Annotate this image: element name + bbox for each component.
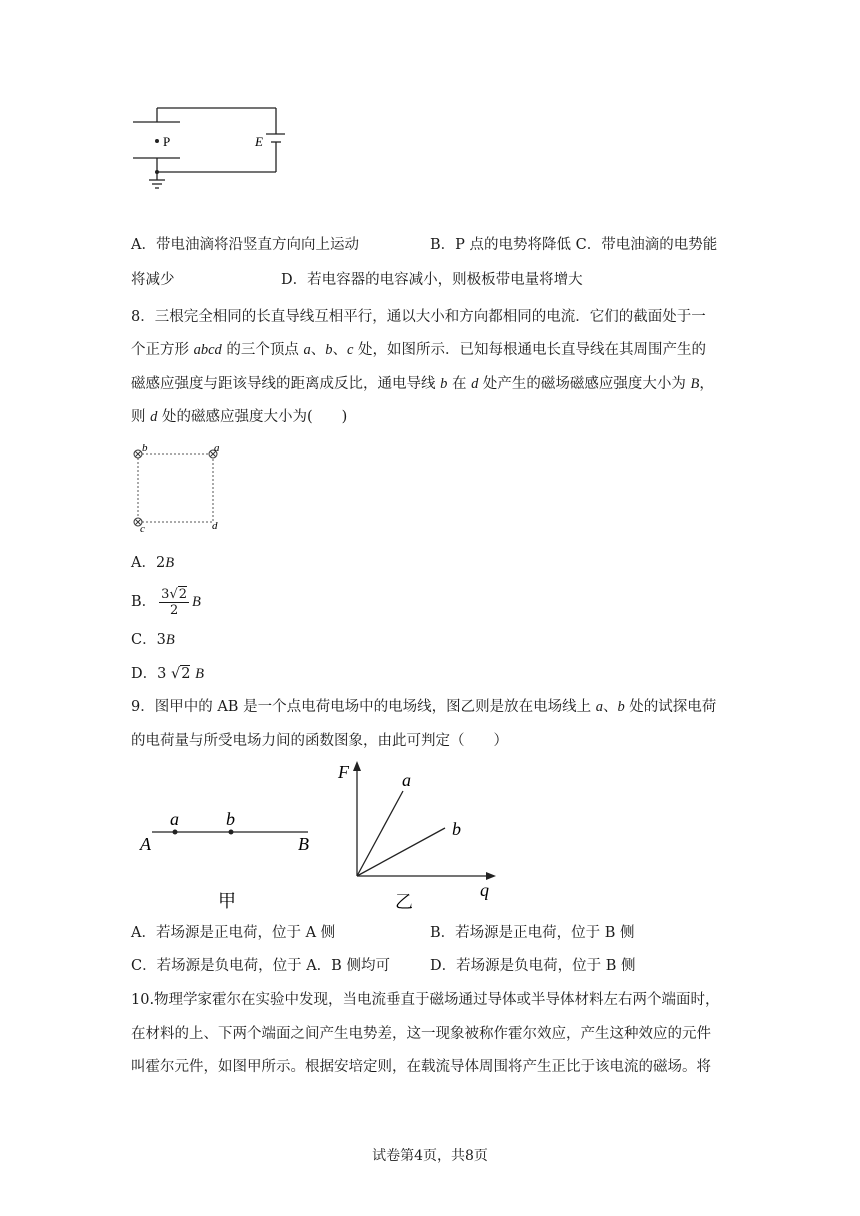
q8-line-3: 磁感应强度与距该导线的距离成反比，通电导线 b 在 d 处产生的磁场磁感应强度大小为 B， [131, 376, 714, 392]
caption-jia: 甲 [218, 891, 236, 911]
q8-option-c: C．3B [131, 632, 175, 648]
vertex-d-label: d [212, 520, 218, 532]
point-B-label: B [298, 834, 309, 854]
q8-line-1: 8．三根完全相同的长直导线互相平行，通以大小和方向都相同的电流．它们的截面处于一 [131, 309, 706, 325]
page-footer: 试卷第4页，共8页 [372, 1148, 488, 1164]
q9-option-d: D．若场源是负电荷，位于 B 侧 [430, 958, 636, 974]
axis-F-label: F [338, 762, 349, 782]
q7-option-b-c: B．P 点的电势将降低 C．带电油滴的电势能 [430, 237, 718, 253]
q9-option-c: C．若场源是负电荷，位于 A．B 侧均可 [131, 958, 390, 974]
caption-yi: 乙 [395, 892, 413, 912]
q7-option-c-cont: 将减少 [131, 272, 175, 288]
q9-option-a: A．若场源是正电荷，位于 A 侧 [131, 925, 336, 941]
vertex-c-label: c [140, 523, 145, 532]
point-A-label: A [140, 834, 151, 854]
field-line-figure [130, 805, 325, 915]
vertex-a-label: a [214, 442, 220, 454]
q10-line-2: 在材料的上、下两个端面之间产生电势差，这一现象被称作霍尔效应，产生这种效应的元件 [131, 1026, 711, 1042]
axis-q-label: q [480, 880, 489, 900]
emf-label: E [255, 134, 263, 149]
force-charge-graph [330, 758, 505, 913]
square-wires-figure [128, 442, 228, 532]
q9-line-2: 的电荷量与所受电场力间的函数图象，由此可判定（ ） [131, 733, 508, 749]
q8-option-d: D．3 √2 B [131, 666, 204, 682]
point-p-label: P [163, 134, 171, 149]
q9-option-b: B．若场源是正电荷，位于 B 侧 [430, 925, 635, 941]
q8-line-4: 则 d 处的磁感应强度大小为( ) [131, 409, 348, 425]
q9-line-1: 9．图甲中的 AB 是一个点电荷电场中的电场线，图乙则是放在电场线上 a、b 处的试探电荷 [131, 699, 717, 715]
point-a-label: a [170, 809, 179, 829]
line-a-label: a [402, 770, 411, 790]
q7-option-d: D．若电容器的电容减小，则极板带电量将增大 [281, 272, 583, 288]
vertex-b-label: b [142, 442, 148, 454]
line-b-label: b [452, 819, 461, 839]
q7-option-a: A．带电油滴将沿竖直方向向上运动 [131, 237, 359, 253]
point-b-label: b [226, 809, 235, 829]
q10-line-3: 叫霍尔元件，如图甲所示。根据安培定则，在载流导体周围将产生正比于该电流的磁场。将 [131, 1059, 711, 1075]
q8-line-2: 个正方形 abcd 的三个顶点 a、b、c 处，如图所示．已知每根通电长直导线在其周围产生的 [131, 342, 707, 358]
q10-line-1: 10.物理学家霍尔在实验中发现，当电流垂直于磁场通过导体或半导体材料左右两个端面时， [131, 992, 720, 1008]
circuit-figure [125, 100, 285, 192]
q8-option-b: B． $\frac{3√2}{2}$ B [131, 586, 201, 618]
q8-option-a: A．2B [131, 555, 175, 571]
